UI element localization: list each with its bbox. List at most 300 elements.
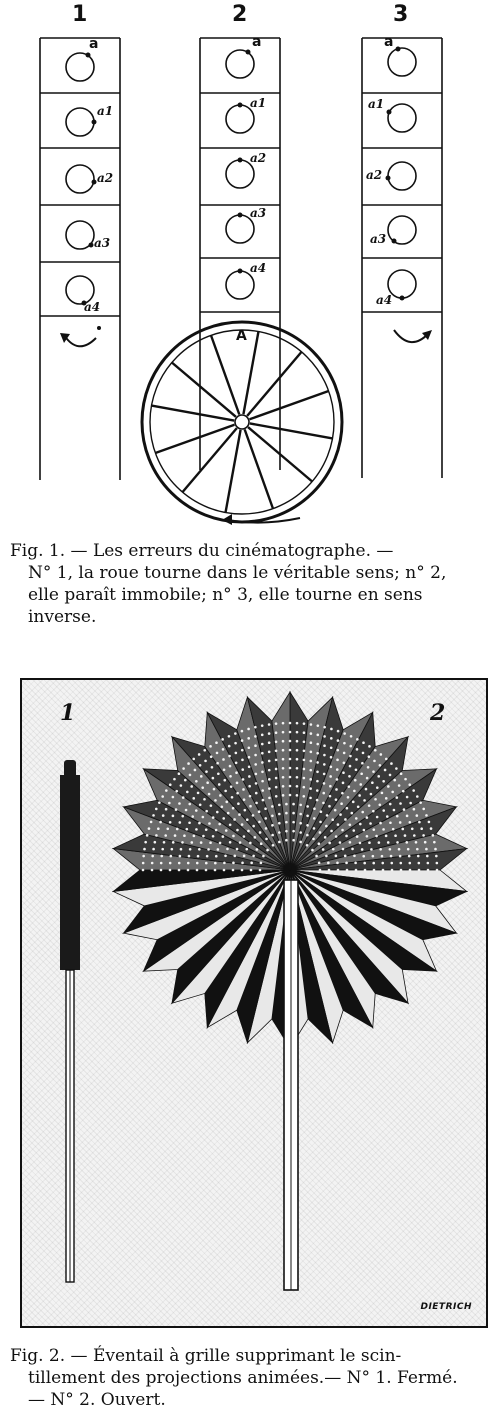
grille-hole (180, 848, 183, 851)
grille-hole (241, 823, 244, 826)
grille-hole (376, 786, 379, 789)
artist-signature: DIETRICH (420, 1302, 472, 1312)
grille-hole (205, 828, 208, 831)
grille-hole (432, 834, 435, 837)
caption-1-line-2: N° 1, la roue tourne dans le véritable sens; n° 2, (28, 563, 447, 583)
grille-hole (179, 821, 182, 824)
strip-number-3: 3 (393, 2, 409, 27)
grille-hole (285, 803, 288, 806)
grille-hole (395, 796, 398, 799)
grille-hole (250, 869, 253, 872)
grille-hole (189, 848, 192, 851)
grille-hole (385, 797, 388, 800)
grille-hole (222, 758, 225, 761)
grille-hole (309, 778, 312, 781)
grille-hole (296, 767, 299, 770)
grille-hole (278, 804, 281, 807)
grille-hole (185, 828, 188, 831)
grille-hole (275, 722, 278, 725)
wheel-spoke (172, 362, 236, 416)
grille-hole (242, 788, 245, 791)
grille-hole (271, 814, 274, 817)
grille-hole (268, 751, 271, 754)
grille-hole (292, 830, 295, 833)
grille-hole (349, 745, 352, 748)
fan-label-closed: 1 (60, 700, 76, 726)
grille-hole (248, 775, 251, 778)
grille-hole (366, 816, 369, 819)
wheel-spoke (250, 391, 329, 419)
grille-hole (319, 831, 322, 834)
grille-hole (328, 805, 331, 808)
grille-hole (241, 759, 244, 762)
grille-hole (296, 794, 299, 797)
grille-hole (374, 749, 377, 752)
grille-hole (200, 775, 203, 778)
grille-hole (292, 812, 295, 815)
grille-hole (168, 802, 171, 805)
grille-hole (235, 761, 238, 764)
grille-hole (142, 855, 145, 858)
grille-hole (262, 855, 265, 858)
strip-number-1: 1 (72, 2, 88, 27)
strip2-label-a2: a2 (250, 151, 267, 165)
grille-hole (173, 778, 176, 781)
grille-hole (330, 830, 333, 833)
grille-hole (229, 775, 232, 778)
grille-hole (282, 758, 285, 761)
strip1-label-a2: a2 (97, 171, 114, 185)
grille-hole (275, 731, 278, 734)
grille-hole (268, 723, 271, 726)
grille-hole (275, 786, 278, 789)
grille-hole (400, 772, 403, 775)
grille-hole (328, 869, 331, 872)
grille-hole (278, 841, 281, 844)
grille-hole (418, 821, 421, 824)
grille-hole (244, 809, 247, 812)
grille-hole (209, 745, 212, 748)
grille-hole (219, 794, 222, 797)
grille-hole (171, 848, 174, 851)
grille-hole (303, 722, 306, 725)
grille-hole (243, 835, 246, 838)
grille-hole (362, 855, 365, 858)
grille-hole (213, 788, 216, 791)
grille-hole (422, 808, 425, 811)
grille-hole (415, 841, 418, 844)
grille-hole (408, 862, 411, 865)
grille-hole (380, 753, 383, 756)
grille-hole (353, 855, 356, 858)
grille-hole (372, 810, 375, 813)
grille-hole (396, 841, 399, 844)
grille-hole (232, 862, 235, 865)
grille-hole (206, 781, 209, 784)
grille-hole (296, 776, 299, 779)
grille-hole (312, 838, 315, 841)
grille-hole (215, 855, 218, 858)
grille-hole (185, 809, 188, 812)
grille-hole (330, 728, 333, 731)
grille-hole (205, 862, 208, 865)
grille-hole (296, 740, 299, 743)
grille-hole (327, 862, 330, 865)
grille-hole (427, 869, 430, 872)
grille-hole (382, 809, 385, 812)
grille-hole (375, 835, 378, 838)
grille-hole (216, 752, 219, 755)
grille-hole (151, 869, 154, 872)
grille-hole (374, 798, 377, 801)
grille-hole (272, 844, 275, 847)
grille-hole (355, 768, 358, 771)
grille-hole (332, 848, 335, 851)
grille-hole (335, 788, 338, 791)
grille-hole (247, 737, 250, 740)
grille-hole (427, 862, 430, 865)
grille-hole (343, 752, 346, 755)
strip2-label-a3: a3 (250, 206, 267, 220)
grille-hole (402, 790, 405, 793)
grille-hole (337, 739, 340, 742)
grille-hole (322, 848, 325, 851)
grille-hole (316, 734, 319, 737)
grille-hole (241, 768, 244, 771)
grille-hole (306, 814, 309, 817)
grille-hole (323, 744, 326, 747)
grille-hole (271, 824, 274, 827)
grille-hole (151, 855, 154, 858)
grille-hole (252, 814, 255, 817)
grille-hole (208, 822, 211, 825)
grille-hole (160, 869, 163, 872)
grille-hole (316, 799, 319, 802)
grille-hole (275, 759, 278, 762)
grille-hole (203, 798, 206, 801)
grille-hole (343, 742, 346, 745)
grille-hole (236, 829, 239, 832)
grille-hole (344, 818, 347, 821)
grille-hole (348, 775, 351, 778)
caption-2-line-3: — N° 2. Ouvert. (28, 1390, 166, 1410)
grille-hole (329, 785, 332, 788)
grille-hole (365, 788, 368, 791)
grille-hole (368, 841, 371, 844)
grille-hole (360, 772, 363, 775)
grille-hole (225, 829, 228, 832)
grille-hole (282, 722, 285, 725)
grille-hole (180, 784, 183, 787)
grille-hole (232, 869, 235, 872)
grille-hole (161, 848, 164, 851)
grille-hole (363, 799, 366, 802)
grille-hole (255, 792, 258, 795)
grille-hole (188, 803, 191, 806)
grille-hole (227, 812, 230, 815)
grille-hole (340, 802, 343, 805)
grille-hole (196, 869, 199, 872)
grille-hole (216, 762, 219, 765)
grille-hole (222, 835, 225, 838)
grille-hole (352, 829, 355, 832)
grille-hole (368, 804, 371, 807)
grille-hole (165, 789, 168, 792)
strip2-label-a4: a4 (250, 261, 267, 275)
grille-hole (306, 824, 309, 827)
grille-hole (265, 827, 268, 830)
grille-hole (169, 821, 172, 824)
grille-hole (424, 841, 427, 844)
grille-hole (303, 786, 306, 789)
grille-hole (289, 740, 292, 743)
grille-hole (282, 776, 285, 779)
grille-hole (245, 848, 248, 851)
grille-hole (372, 828, 375, 831)
grille-hole (234, 742, 237, 745)
grille-hole (264, 817, 267, 820)
grille-hole (346, 869, 349, 872)
grille-hole (261, 743, 264, 746)
grille-hole (254, 754, 257, 757)
grille-hole (254, 735, 257, 738)
grille-hole (303, 768, 306, 771)
grille-hole (172, 841, 175, 844)
grille-hole (248, 765, 251, 768)
grille-hole (255, 782, 258, 785)
grille-hole (351, 848, 354, 851)
grille-hole (268, 797, 271, 800)
grille-hole (212, 835, 215, 838)
grille-hole (197, 855, 200, 858)
grille-hole (349, 765, 352, 768)
grille-hole (228, 735, 231, 738)
grille-hole (210, 755, 213, 758)
grille-hole (403, 808, 406, 811)
grille-hole (212, 777, 215, 780)
grille-hole (172, 796, 175, 799)
grille-hole (394, 834, 397, 837)
grille-hole (230, 785, 233, 788)
grille-hole (361, 848, 364, 851)
grille-hole (189, 774, 192, 777)
grille-hole (210, 804, 213, 807)
grille-hole (426, 855, 429, 858)
grille-hole (154, 841, 157, 844)
grille-hole (325, 855, 328, 858)
grille-hole (285, 821, 288, 824)
grille-hole (299, 831, 302, 834)
grille-hole (318, 862, 321, 865)
grille-hole (302, 795, 305, 798)
grille-hole (223, 869, 226, 872)
grille-hole (221, 738, 224, 741)
grille-hole (356, 835, 359, 838)
grille-hole (382, 828, 385, 831)
grille-hole (336, 862, 339, 865)
grille-hole (313, 807, 316, 810)
grille-hole (151, 862, 154, 865)
grille-hole (359, 842, 362, 845)
grille-hole (190, 841, 193, 844)
grille-hole (188, 855, 191, 858)
grille-hole (409, 802, 412, 805)
grille-hole (389, 821, 392, 824)
grille-hole (356, 748, 359, 751)
grille-hole (258, 810, 261, 813)
grille-hole (373, 760, 376, 763)
grille-hole (178, 869, 181, 872)
grille-hole (289, 749, 292, 752)
grille-hole (299, 813, 302, 816)
grille-hole (334, 809, 337, 812)
grille-hole (405, 841, 408, 844)
grille-hole (355, 758, 358, 761)
grille-hole (399, 862, 402, 865)
wheel-spoke (155, 425, 234, 453)
grille-hole (199, 764, 202, 767)
grille-hole (389, 848, 392, 851)
grille-hole (323, 726, 326, 729)
strip1-label-a: a (89, 36, 99, 52)
grille-hole (282, 749, 285, 752)
grille-hole (292, 839, 295, 842)
grille-hole (205, 770, 208, 773)
grille-hole (408, 783, 411, 786)
wheel-spoke (226, 430, 241, 513)
wheel-spoke (182, 428, 236, 492)
grille-hole (169, 862, 172, 865)
grille-hole (336, 759, 339, 762)
grille-hole (331, 818, 334, 821)
grille-hole (254, 744, 257, 747)
grille-hole (384, 769, 387, 772)
grille-hole (336, 749, 339, 752)
grille-hole (186, 791, 189, 794)
grille-hole (192, 797, 195, 800)
grille-hole (229, 841, 232, 844)
strip1-label-a4: a4 (84, 300, 101, 314)
grille-hole (259, 869, 262, 872)
grille-hole (309, 760, 312, 763)
grille-hole (296, 785, 299, 788)
grille-hole (354, 779, 357, 782)
grille-hole (162, 814, 165, 817)
grille-hole (385, 835, 388, 838)
grille-hole (316, 770, 319, 773)
grille-hole (282, 794, 285, 797)
grille-hole (309, 787, 312, 790)
grille-hole (330, 765, 333, 768)
grille-hole (399, 802, 402, 805)
grille-hole (389, 774, 392, 777)
grille-hole (228, 745, 231, 748)
grille-hole (247, 830, 250, 833)
grille-hole (400, 869, 403, 872)
grille-hole (328, 842, 331, 845)
grille-hole (219, 842, 222, 845)
grille-hole (285, 830, 288, 833)
grille-hole (390, 855, 393, 858)
grille-hole (170, 855, 173, 858)
grille-hole (323, 773, 326, 776)
grille-hole (228, 755, 231, 758)
grille-hole (343, 732, 346, 735)
grille-hole (261, 724, 264, 727)
grille-hole (436, 869, 439, 872)
grille-hole (175, 808, 178, 811)
grille-hole (339, 813, 342, 816)
grille-hole (218, 823, 221, 826)
grille-hole (226, 848, 229, 851)
grille-hole (395, 767, 398, 770)
grille-hole (323, 735, 326, 738)
grille-hole (344, 855, 347, 858)
grille-hole (390, 862, 393, 865)
grille-hole (303, 740, 306, 743)
grille-hole (176, 828, 179, 831)
grille-hole (316, 761, 319, 764)
grille-hole (252, 825, 255, 828)
grille-hole (268, 787, 271, 790)
grille-hole (144, 841, 147, 844)
grille-hole (224, 790, 227, 793)
grille-hole (296, 722, 299, 725)
grille-hole (366, 777, 369, 780)
grille-hole (381, 862, 384, 865)
grille-hole (335, 855, 338, 858)
grille-hole (261, 752, 264, 755)
grille-hole (142, 862, 145, 865)
grille-hole (416, 848, 419, 851)
strip2-label-a1: a1 (250, 96, 267, 110)
grille-hole (235, 752, 238, 755)
grille-hole (398, 848, 401, 851)
grille-hole (178, 802, 181, 805)
wheel-spoke (211, 335, 239, 414)
grille-hole (204, 760, 207, 763)
grille-hole (289, 758, 292, 761)
grille-hole (207, 848, 210, 851)
grille-hole (407, 848, 410, 851)
grille-hole (254, 726, 257, 729)
caption-1-line-4: inverse. (28, 607, 97, 627)
fan-label-open: 2 (430, 700, 446, 726)
grille-hole (399, 855, 402, 858)
grille-hole (155, 834, 158, 837)
grille-hole (330, 756, 333, 759)
grille-hole (316, 752, 319, 755)
grille-hole (260, 862, 263, 865)
strip1-label-a3: a3 (94, 236, 111, 250)
grille-hole (175, 790, 178, 793)
grille-hole (199, 803, 202, 806)
grille-hole (232, 807, 235, 810)
wheel-spoke (247, 352, 301, 416)
grille-hole (209, 841, 212, 844)
grille-hole (205, 810, 208, 813)
grille-hole (303, 731, 306, 734)
grille-hole (255, 802, 258, 805)
grille-hole (260, 842, 263, 845)
grille-hole (146, 834, 149, 837)
grille-hole (420, 827, 423, 830)
grille-hole (289, 794, 292, 797)
grille-hole (172, 815, 175, 818)
grille-hole (352, 801, 355, 804)
grille-hole (348, 785, 351, 788)
grille-hole (246, 818, 249, 821)
